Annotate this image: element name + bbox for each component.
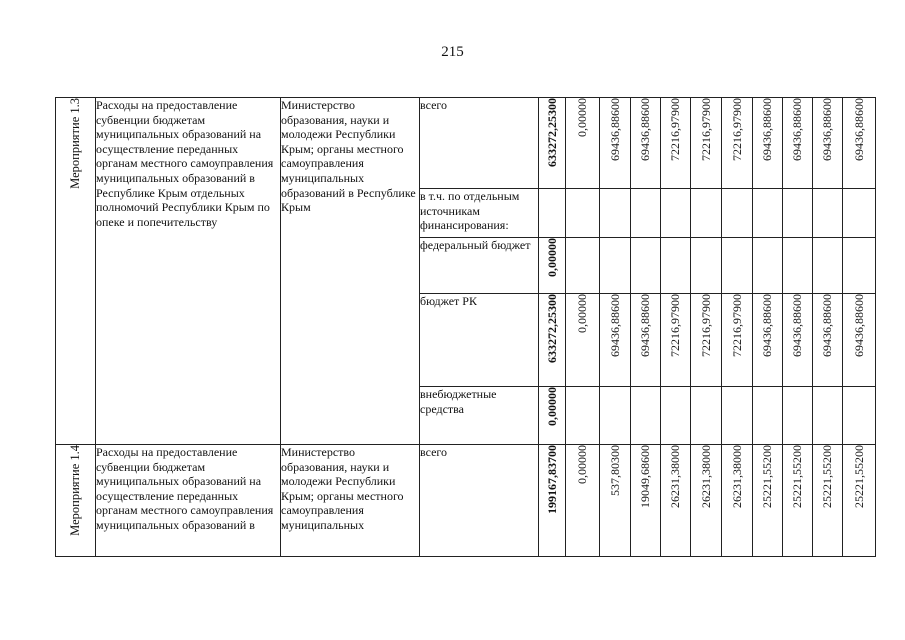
year-value-text: 69436,88600: [607, 98, 622, 161]
measure-executor: Министерство образования, науки и молодежи Республики Крым; органы местного самоуправления муниципальных образований в Республике Крым: [281, 98, 420, 445]
year-value: [600, 98, 631, 189]
total-value-text: 0,00000: [544, 387, 559, 426]
year-value: [661, 98, 691, 189]
year-value-text: 0,00000: [575, 445, 590, 484]
funding-source: внебюджетные средства: [420, 387, 539, 445]
year-value-text: 26231,38000: [668, 445, 683, 508]
total-value: [539, 294, 566, 387]
year-value: [691, 387, 722, 445]
year-value: [566, 238, 600, 294]
year-value: [691, 294, 722, 387]
funding-source: всего: [420, 98, 539, 189]
funding-source: бюджет РК: [420, 294, 539, 387]
year-value: [783, 445, 813, 557]
year-value: [631, 238, 661, 294]
year-value: [600, 387, 631, 445]
year-value-text: 72216,97900: [729, 294, 744, 357]
year-value: [661, 238, 691, 294]
measure-label: Мероприятие 1.3: [68, 98, 83, 189]
year-value: [691, 189, 722, 238]
year-value: [783, 294, 813, 387]
year-value-text: 69436,88600: [760, 98, 775, 161]
year-value: [566, 294, 600, 387]
year-value: [600, 238, 631, 294]
year-value-text: 69436,88600: [638, 98, 653, 161]
year-value-text: 72216,97900: [729, 98, 744, 161]
measure-executor: Министерство образования, науки и молодежи Республики Крым; органы местного самоуправления муниципальных: [281, 445, 420, 557]
year-value-text: 25221,55200: [820, 445, 835, 508]
funding-source: в т.ч. по отдельным источникам финансирования:: [420, 189, 539, 238]
year-value: [661, 294, 691, 387]
year-value: [631, 98, 661, 189]
year-value: [843, 189, 876, 238]
year-value-text: 72216,97900: [668, 294, 683, 357]
year-value-text: 72216,97900: [698, 294, 713, 357]
year-value-text: 0,00000: [575, 98, 590, 137]
year-value-text: 69436,88600: [851, 294, 866, 357]
year-value: [753, 294, 783, 387]
year-value: [813, 238, 843, 294]
year-value: [566, 98, 600, 189]
year-value: [631, 189, 661, 238]
year-value: [783, 98, 813, 189]
year-value: [722, 445, 753, 557]
year-value: [600, 294, 631, 387]
year-value: [813, 98, 843, 189]
measure-description: Расходы на предоставление субвенции бюджетам муниципальных образований на осуществление переданных органам местного самоуправления муниципальных образований в: [96, 445, 281, 557]
total-value-text: 0,00000: [544, 238, 559, 277]
year-value: [566, 445, 600, 557]
total-value: [539, 445, 566, 557]
year-value: [843, 98, 876, 189]
year-value: [813, 294, 843, 387]
year-value: [722, 238, 753, 294]
year-value: [813, 189, 843, 238]
year-value: [783, 189, 813, 238]
table-row: [56, 98, 876, 189]
year-value-text: 537,80300: [607, 445, 622, 496]
year-value-text: 72216,97900: [668, 98, 683, 161]
year-value-text: 69436,88600: [790, 98, 805, 161]
funding-source: всего: [420, 445, 539, 557]
year-value: [753, 98, 783, 189]
year-value: [691, 445, 722, 557]
measure-label-cell: [56, 445, 96, 557]
year-value-text: 69436,88600: [820, 98, 835, 161]
measure-label: Мероприятие 1.4: [68, 445, 83, 536]
measure-label-cell: [56, 98, 96, 445]
year-value: [722, 189, 753, 238]
year-value: [566, 189, 600, 238]
year-value: [600, 189, 631, 238]
year-value: [843, 294, 876, 387]
year-value: [691, 238, 722, 294]
year-value: [722, 98, 753, 189]
year-value: [753, 445, 783, 557]
total-value: [539, 189, 566, 238]
year-value-text: 26231,38000: [729, 445, 744, 508]
year-value: [661, 445, 691, 557]
year-value: [843, 387, 876, 445]
year-value: [600, 445, 631, 557]
total-value: [539, 98, 566, 189]
table-row: [56, 445, 876, 557]
year-value: [631, 445, 661, 557]
total-value-text: 199167,83700: [544, 445, 559, 514]
year-value-text: 69436,88600: [820, 294, 835, 357]
year-value: [722, 387, 753, 445]
year-value: [691, 98, 722, 189]
year-value: [753, 238, 783, 294]
total-value: [539, 238, 566, 294]
total-value-text: 633272,25300: [544, 294, 559, 363]
year-value: [631, 387, 661, 445]
year-value: [631, 294, 661, 387]
funding-source: федеральный бюджет: [420, 238, 539, 294]
year-value: [753, 387, 783, 445]
year-value-text: 69436,88600: [607, 294, 622, 357]
year-value: [843, 238, 876, 294]
year-value: [783, 387, 813, 445]
total-value-text: 633272,25300: [544, 98, 559, 167]
year-value-text: 25221,55200: [851, 445, 866, 508]
year-value: [813, 445, 843, 557]
year-value: [661, 387, 691, 445]
year-value-text: 69436,88600: [851, 98, 866, 161]
year-value: [813, 387, 843, 445]
year-value-text: 25221,55200: [790, 445, 805, 508]
year-value-text: 69436,88600: [638, 294, 653, 357]
total-value: [539, 387, 566, 445]
year-value-text: 69436,88600: [760, 294, 775, 357]
program-table: [55, 97, 876, 557]
year-value: [661, 189, 691, 238]
year-value: [566, 387, 600, 445]
year-value: [753, 189, 783, 238]
year-value-text: 26231,38000: [698, 445, 713, 508]
year-value: [722, 294, 753, 387]
measure-description: Расходы на предоставление субвенции бюджетам муниципальных образований на осуществление переданных органам местного самоуправления муниципальных образований в Республике Крым отдельных полномочий Республики Крым по опеке и попечительству: [96, 98, 281, 445]
year-value: [843, 445, 876, 557]
year-value-text: 72216,97900: [698, 98, 713, 161]
year-value-text: 0,00000: [575, 294, 590, 333]
page-number: 215: [441, 44, 464, 60]
year-value: [783, 238, 813, 294]
year-value-text: 19049,68600: [638, 445, 653, 508]
year-value-text: 69436,88600: [790, 294, 805, 357]
year-value-text: 25221,55200: [760, 445, 775, 508]
